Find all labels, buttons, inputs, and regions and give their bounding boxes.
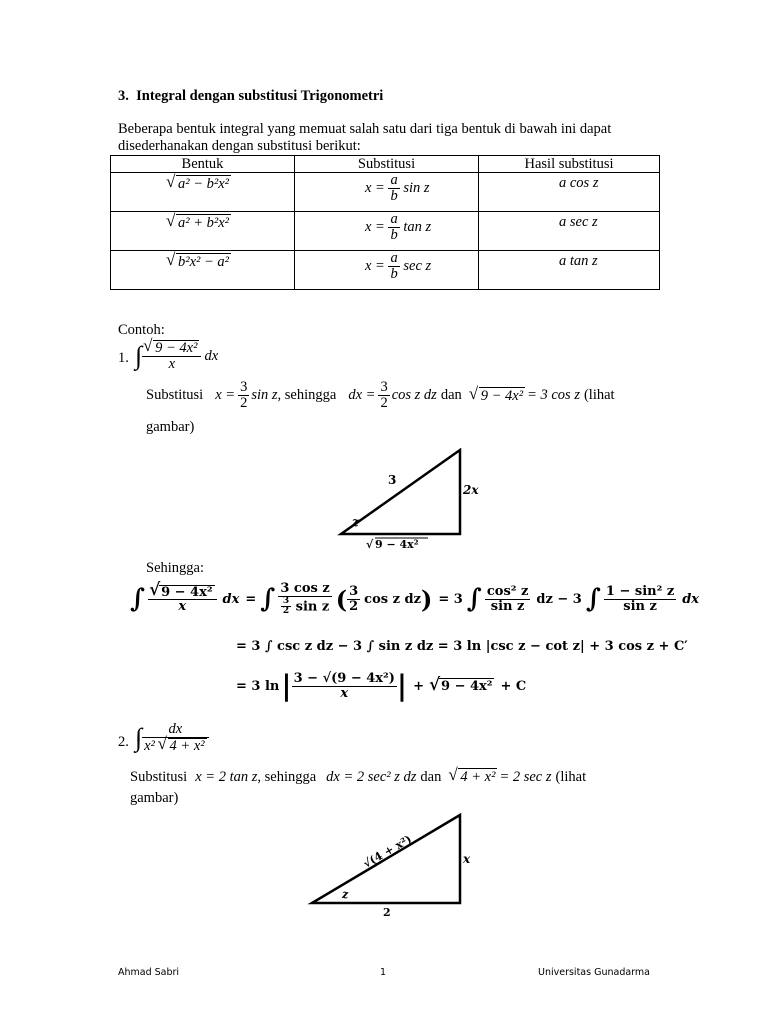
line3-num: 3 − √(9 − 4x²) xyxy=(293,671,395,686)
sub-lhs: x = xyxy=(365,219,385,236)
sehingga-text: , sehingga xyxy=(257,768,317,785)
footer-page-number: 1 xyxy=(380,967,387,978)
root-sign xyxy=(449,768,497,786)
abs-bar-close: | xyxy=(396,669,408,703)
root-sign xyxy=(167,175,231,193)
section-number: 3. xyxy=(118,88,129,104)
f4-den: sin z xyxy=(604,599,676,614)
cell-sub xyxy=(295,251,479,290)
triangle-figure-1 xyxy=(318,448,498,558)
sub-den: b xyxy=(390,188,398,205)
f1-num: 3 cos z xyxy=(280,581,330,596)
f1-den-fraction xyxy=(281,597,291,617)
sub-word: Substitusi xyxy=(130,768,188,785)
sub-num: a xyxy=(390,250,398,266)
eq-sign: = xyxy=(245,591,257,607)
footer-institution: Universitas Gunadarma xyxy=(538,967,650,978)
cell-form xyxy=(111,251,295,290)
form-text: b²x² − a² xyxy=(178,254,230,270)
root-eq: = 3 cos z xyxy=(527,387,580,404)
f1-den-den: 2 xyxy=(282,606,290,617)
integral-sign: ∫ xyxy=(135,723,143,753)
footer-author: Ahmad Sabri xyxy=(118,967,180,978)
f4-fraction xyxy=(604,585,676,613)
end-dx: dx xyxy=(682,591,700,607)
sub-den: 2 xyxy=(240,395,248,412)
lhs-den: x xyxy=(148,599,216,614)
example2-gambar: gambar) xyxy=(130,790,179,806)
sub-lhs: x = xyxy=(365,180,385,197)
lhs-fraction xyxy=(148,585,216,614)
eq2: = 3 xyxy=(438,591,463,607)
line3-fraction xyxy=(292,672,397,700)
derivation-line-2: = 3 ∫ csc z dz − 3 ∫ sin z dz = 3 ln |csc z − cot z| + 3 cos z + C′ xyxy=(236,639,688,654)
header-hasil: Hasil substitusi xyxy=(479,156,660,173)
hyp-label: √(4 + x²) xyxy=(361,832,414,871)
sub-expr: x = xyxy=(215,387,236,404)
triangle-figure-2 xyxy=(300,810,490,920)
table-row xyxy=(111,173,660,212)
dx-num: 3 xyxy=(380,379,388,395)
f2-tail: cos z dz xyxy=(364,591,421,607)
root-expr: 4 + x² xyxy=(460,769,496,785)
sub-num: a xyxy=(390,172,398,188)
adj-root-sign: √ xyxy=(366,538,374,551)
adj-label: 9 − 4x² xyxy=(375,538,419,551)
result-text: a sec z xyxy=(559,214,598,230)
sub-fraction xyxy=(238,380,249,411)
sub-den: b xyxy=(390,266,398,283)
sub-fn: sin z xyxy=(251,387,278,404)
root-sign xyxy=(150,585,214,600)
root-sign xyxy=(430,678,494,694)
section-heading xyxy=(118,88,383,105)
integral-sign: ∫ xyxy=(135,341,143,371)
angle-label: z xyxy=(352,515,359,529)
dan-text: dan xyxy=(440,387,462,404)
derivation-line-1 xyxy=(130,582,699,617)
example1-substitution xyxy=(146,380,615,411)
root-sign xyxy=(167,214,231,232)
sub-fn: sin z xyxy=(403,180,430,197)
adj-label: 2 xyxy=(383,906,391,919)
result-text: a cos z xyxy=(559,175,599,191)
sub-fraction xyxy=(388,251,399,282)
example1-gambar: gambar) xyxy=(146,419,195,435)
line3-den: x xyxy=(292,686,397,701)
lihat-text: (lihat xyxy=(583,387,615,404)
sub-expr: x = 2 tan z xyxy=(195,768,258,785)
line3-plus: + xyxy=(413,678,424,694)
cell-form xyxy=(111,212,295,251)
example2-integral xyxy=(135,722,209,754)
lhs-num: 9 − 4x² xyxy=(161,584,213,600)
opp-label: x xyxy=(463,852,471,866)
cell-sub xyxy=(295,173,479,212)
abs-bar-open: | xyxy=(281,669,292,703)
root-sign xyxy=(167,253,231,271)
lihat-text: (lihat xyxy=(555,768,587,785)
dan-text: dan xyxy=(420,768,442,785)
cell-form xyxy=(111,173,295,212)
dx-den: 2 xyxy=(380,395,388,412)
integral-sign: ∫ xyxy=(585,584,601,615)
form-text: a² + b²x² xyxy=(178,215,230,231)
contoh-label: Contoh: xyxy=(118,322,165,338)
header-substitusi: Substitusi xyxy=(295,156,479,173)
dx-expr: dx = 2 sec² z dz xyxy=(326,768,417,785)
integral-den-root: 4 + x² xyxy=(169,738,205,755)
table-row xyxy=(111,212,660,251)
root-eq: = 2 sec z xyxy=(499,768,552,785)
sub-num: a xyxy=(390,211,398,227)
line3-pre: = 3 ln xyxy=(236,678,280,694)
integral-sign: ∫ xyxy=(260,584,276,615)
example1-integral xyxy=(135,340,218,372)
sehingga-label: Sehingga: xyxy=(146,560,204,576)
f2-num: 3 xyxy=(349,584,359,600)
root-sign xyxy=(144,340,199,356)
f1-den-tail: sin z xyxy=(295,599,330,615)
cell-sub xyxy=(295,212,479,251)
table-header-row xyxy=(111,156,660,173)
sub-num: 3 xyxy=(240,379,248,395)
paren-close: ) xyxy=(420,584,433,614)
f3-num: cos² z xyxy=(486,584,529,600)
opp-label: 2x xyxy=(463,483,479,497)
f2-fraction xyxy=(347,585,360,613)
example2-fraction xyxy=(142,722,209,754)
integral-sign: ∫ xyxy=(466,584,482,615)
example1-fraction xyxy=(142,340,201,372)
paren-open: ( xyxy=(335,584,348,614)
dx-tail: cos z dz xyxy=(391,387,437,404)
cell-result xyxy=(479,212,660,251)
integral-sign: ∫ xyxy=(130,584,146,615)
integral-num: 9 − 4x² xyxy=(155,340,198,356)
result-text: a tan z xyxy=(559,253,598,269)
line3-post: + C xyxy=(500,678,527,694)
f3-den: sin z xyxy=(485,599,531,614)
dx-fraction xyxy=(378,380,389,411)
f1-den-num: 3 xyxy=(282,595,290,606)
cell-result xyxy=(479,251,660,290)
form-text: a² − b²x² xyxy=(178,176,230,192)
substitution-table xyxy=(110,155,660,290)
integral-den-a: x² xyxy=(144,738,155,755)
example1-number: 1. xyxy=(118,350,129,366)
line3-root: 9 − 4x² xyxy=(441,679,493,695)
root-sign xyxy=(470,387,525,405)
root-expr: 9 − 4x² xyxy=(480,387,524,404)
table-row xyxy=(111,251,660,290)
derivation-line-3 xyxy=(236,669,527,703)
triangle-shape xyxy=(341,450,460,534)
sub-fraction xyxy=(388,212,399,243)
sub-fn: sec z xyxy=(403,258,432,275)
sub-fn: tan z xyxy=(403,219,432,236)
sehingga-text: , sehingga xyxy=(277,387,337,404)
dx-expr: dx = xyxy=(348,387,376,404)
intro-line-1: Beberapa bentuk integral yang memuat salah satu dari tiga bentuk di bawah ini dapat xyxy=(118,121,612,137)
angle-label: z xyxy=(342,888,349,901)
intro-line-2: disederhanakan dengan substitusi berikut: xyxy=(118,138,361,154)
sub-word: Substitusi xyxy=(146,387,204,404)
f3-fraction xyxy=(485,585,531,613)
example2-number: 2. xyxy=(118,734,129,750)
integral-dx: dx xyxy=(204,347,219,364)
sub-den: b xyxy=(390,227,398,244)
integral-den: x xyxy=(142,356,201,372)
f4-num: 1 − sin² z xyxy=(605,584,675,600)
root-sign xyxy=(159,738,207,754)
section-title: Integral dengan substitusi Trigonometri xyxy=(136,88,384,104)
f2-den: 2 xyxy=(349,598,359,614)
header-bentuk: Bentuk xyxy=(111,156,295,173)
hyp-label: 3 xyxy=(388,473,397,487)
lhs-dx: dx xyxy=(222,591,240,607)
sub-fraction xyxy=(388,173,399,204)
example2-substitution xyxy=(130,768,586,786)
sub-lhs: x = xyxy=(365,258,385,275)
f1-fraction xyxy=(278,582,331,617)
cell-result xyxy=(479,173,660,212)
mid-term: dz − 3 xyxy=(536,591,582,607)
integral-num: dx xyxy=(168,721,183,737)
